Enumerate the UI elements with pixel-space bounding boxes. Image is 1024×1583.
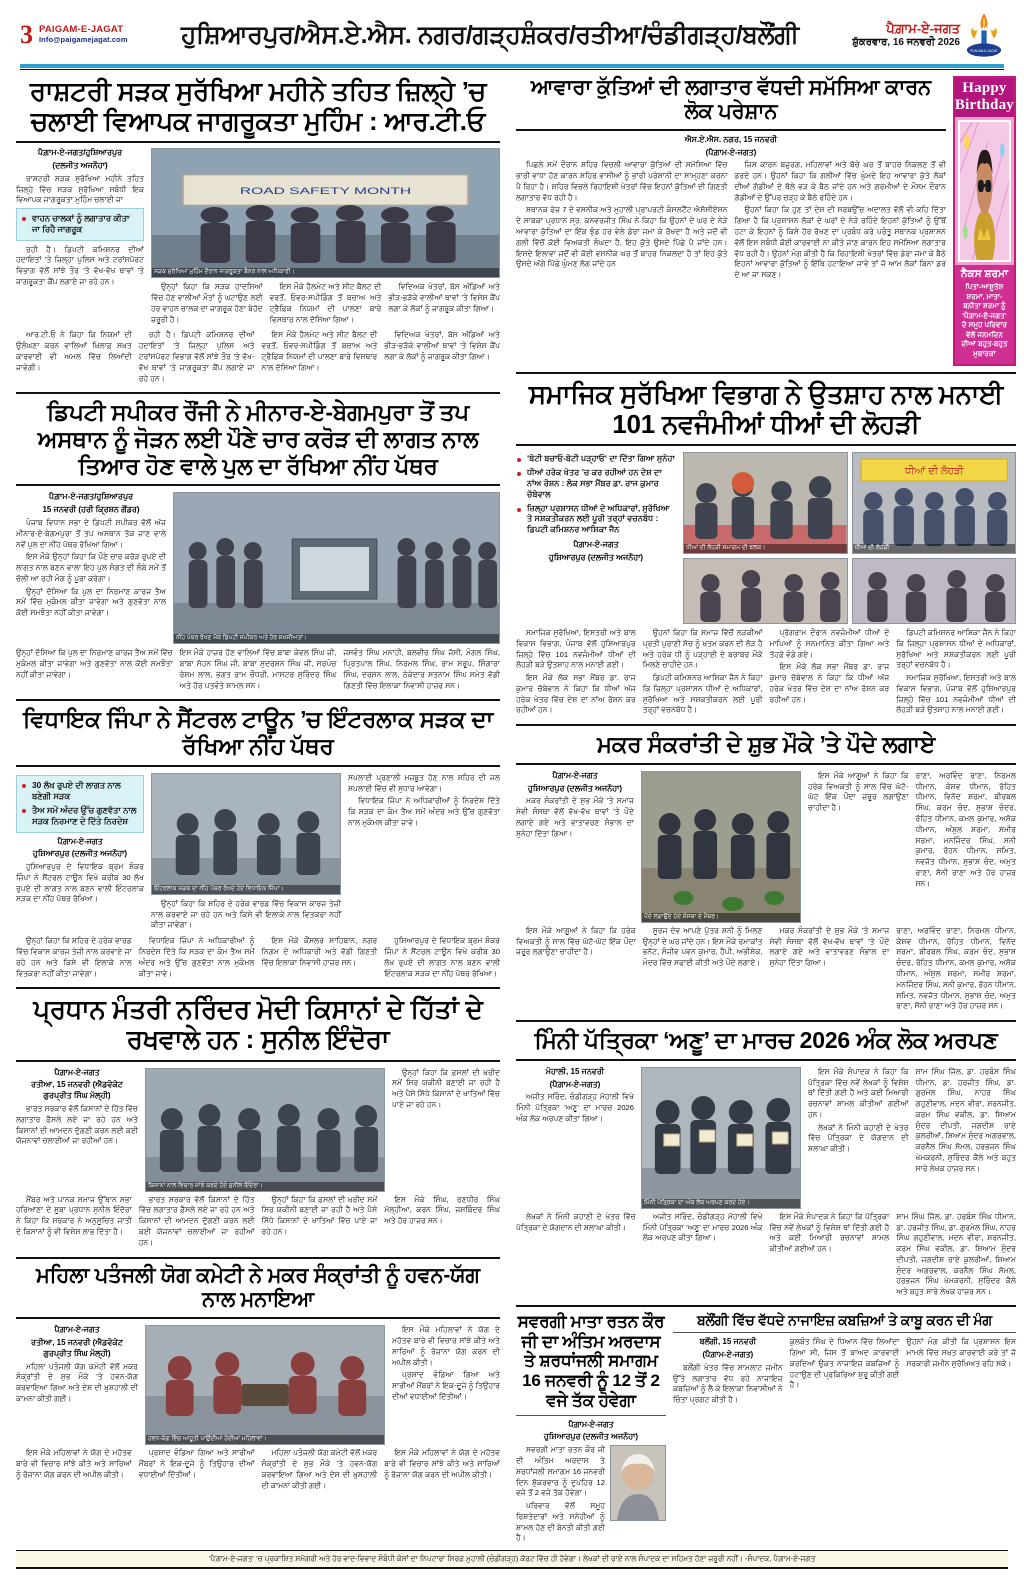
body-paragraph: ਇਸ ਮੌਕੇ ਮਹਿਲਾਵਾਂ ਨੇ ਯੋਗ ਦੇ ਮਹੱਤਵ ਬਾਰੇ ਵੀ ਵਿਚਾਰ ਸਾਂਝੇ ਕੀਤੇ ਅਤੇ ਸਾਰਿਆਂ ਨੂੰ ਰੋਜ਼ਾਨਾ ਯੋਗ ਕਰਨ ਦੀ ਅਪੀਲ ਕੀਤੀ।: [392, 1325, 500, 1367]
social-security-bullets-col: [516, 452, 676, 624]
body-paragraph: ਮਹਿਲਾ ਪਤੰਜਲੀ ਯੋਗ ਕਮੇਟੀ ਵੱਲੋਂ ਮਕਰ ਸੰਕ੍ਰਾਂਤੀ ਦੇ ਸ਼ੁਭ ਮੌਕੇ ’ਤੇ ਹਵਨ-ਯੱਗ ਕਰਵਾਇਆ ਗਿਆ ਅਤੇ ਦੇਸ਼ ਦੀ ਖ਼ੁਸ਼ਹਾਲੀ ਦੀ ਕਾਮਨਾ ਕੀਤੀ ਗਈ।: [261, 1448, 378, 1490]
masthead-left: [20, 22, 128, 48]
attendees-list: ਇਸ ਮੌਕੇ ਹਾਜ਼ਰ ਹੋਣ ਵਾਲਿਆਂ ਵਿੱਚ ਬਾਬਾ ਕੇਵਲ ਸਿੰਘ ਜੀ, ਬਾਬਾ ਸੋਹਨ ਸਿੰਘ ਜੀ, ਬਾਬਾ ਸੁਦਰਸ਼ਨ ਸਿੰਘ ਜੀ, ਸਰਪੰਚ ਰੇਸ਼ਮ ਲਾਲ, ਭਗਤ ਰਾਮ ਚੌਧਰੀ, ਮਾਸਟਰ ਸੁਰਿੰਦਰ ਸਿੰਘ ਅਤੇ ਹੋਰ ਪਤਵੰਤੇ ਸ਼ਾਮਲ ਸਨ।: [179, 648, 337, 690]
social-security-body-columns: [516, 628, 1016, 718]
headline-modi-farmers: ਪ੍ਰਧਾਨ ਮੰਤਰੀ ਨਰਿੰਦਰ ਮੋਦੀ ਕਿਸਾਨਾਂ ਦੇ ਹਿੱਤਾਂ ਦੇ ਰਖਵਾਲੇ ਹਨ : ਸੁਨੀਲ ਇੰਦੋਰਾ: [16, 987, 500, 1061]
body-paragraph: ਵਿਦਿਅਕ ਖੇਤਰਾਂ, ਬੱਸ ਅੱਡਿਆਂ ਅਤੇ ਭੀੜ-ਭੜੱਕੇ ਵਾਲੀਆਂ ਥਾਵਾਂ ’ਤੇ ਵਿਸ਼ੇਸ਼ ਕੈਂਪ ਲਗਾ ਕੇ ਲੋਕਾਂ ਨੂੰ ਜਾਗਰੂਕ ਕੀਤਾ ਗਿਆ।: [388, 282, 501, 313]
article-road-safety: [16, 76, 500, 386]
dateline: ਮੋਹਾਲੀ, 15 ਜਨਵਰੀ: [545, 1066, 605, 1076]
deputy-speaker-col-1: [16, 492, 166, 644]
dateline-sub: 15 ਜਨਵਰੀ (ਹਰੀ ਕ੍ਰਿਸ਼ਨ ਗੌਂਡਰ): [42, 505, 140, 515]
headline-balongi: ਬਲੌਂਗੀ ਵਿੱਚ ਵੱਧਦੇ ਨਾਜਾਇਜ਼ ਕਬਜ਼ਿਆਂ ਤੇ ਕਾਬੂ ਕਰਨ ਦੀ ਮੰਗ: [697, 1312, 992, 1329]
modi-farmers-columns: [16, 1068, 500, 1192]
highlight-bullets-road-safety: [16, 208, 144, 240]
birthday-message: ਪਿਤਾ-ਆਸ਼ੂਤੋਸ਼ ਸ਼ਰਮਾ, ਮਾਤਾ-ਬਨੀਤਾ ਸ਼ਰਮਾ ਨੂੰ ‘ਪੈਗ਼ਾਮ-ਏ-ਜਗਤ‘ ਦੇ ਸਮੂਹ ਪਰਿਵਾਰ ਵੱਲੋਂ ਜਨਮਦਿਨ ਦੀਆਂ ਬਹੁਤ-ਬਹੁਤ ਮੁਬਾਰਕਾਂ: [961, 282, 1008, 359]
body-paragraph: ਹੁਸ਼ਿਆਰਪੁਰ ਦੇ ਵਿਧਾਇਕ ਬ੍ਰਮ ਸ਼ੰਕਰ ਜਿੰਪਾ ਨੇ ਸੈਂਟਰਲ ਟਾਊਨ ਵਿਖੇ ਕਰੀਬ 30 ਲੱਖ ਰੁਪਏ ਦੀ ਲਾਗਤ ਨਾਲ ਬਣਨ ਵਾਲੀ ਇੰਟਰਲਾਕ ਸੜਕ ਦਾ ਨੀਂਹ ਪੱਥਰ ਰੱਖਿਆ।: [384, 936, 500, 978]
mini-mag-col-1: [516, 1067, 634, 1209]
masthead-title-block: [852, 21, 960, 50]
photo-caption: ਧੀਆਂ ਦੀ ਲੋਹੜੀ ਸਮਾਗਮ ਦੀ ਝਲਕ।: [684, 544, 847, 553]
makar-bottom-columns: [516, 926, 1016, 1014]
dateline: ਪੈਗ਼ਾਮ-ਏ-ਜਗਤ: [54, 1325, 100, 1335]
dateline-sub: ਹੁਸ਼ਿਆਰਪੁਰ (ਦਲਜੀਤ ਅਜਨੌਹਾ): [527, 783, 623, 793]
body-paragraph: ਭਾਰਤ ਸਰਕਾਰ ਵੱਲੋਂ ਕਿਸਾਨਾਂ ਦੇ ਹਿੱਤ ਵਿੱਚ ਲਗਾਤਾਰ ਫ਼ੈਸਲੇ ਲਏ ਜਾ ਰਹੇ ਹਨ ਅਤੇ ਕਿਸਾਨਾਂ ਦੀ ਆਮਦਨ ਦੁੱਗਣੀ ਕਰਨ ਲਈ ਕਈ ਯੋਜਨਾਵਾਂ ਚਲਾਈਆਂ ਜਾ ਰਹੀਆਂ ਹਨ।: [138, 1194, 255, 1247]
body-paragraph: ਉਹਨਾਂ ਮੰਗ ਕੀਤੀ ਕਿ ਪ੍ਰਸ਼ਾਸਨ ਇਸ ਮਾਮਲੇ ਵਿੱਚ ਸਖ਼ਤ ਕਾਰਵਾਈ ਕਰੇ ਤਾਂ ਜੋ ਸਰਕਾਰੀ ਜ਼ਮੀਨ ਸੁਰੱਖਿਅਤ ਰਹਿ ਸਕੇ।: [906, 1337, 1017, 1368]
social-security-top: [516, 452, 1016, 624]
body-paragraph: ਇਸ ਮੌਕੇ ਆਗੂਆਂ ਨੇ ਕਿਹਾ ਕਿ ਹਰੇਕ ਵਿਅਕਤੀ ਨੂੰ ਸਾਲ ਵਿੱਚ ਘੱਟੋ-ਘੱਟ ਇੱਕ ਪੌਦਾ ਜ਼ਰੂਰ ਲਗਾਉਣਾ ਚਾਹੀਦਾ ਹੈ।: [808, 770, 909, 813]
photo-illustration: [642, 1068, 800, 1208]
body-paragraph: ਇਸ ਮੌਕੇ ਉਨ੍ਹਾਂ ਕਿਹਾ ਕਿ ਪੌਣੇ ਚਾਰ ਕਰੋੜ ਰੁਪਏ ਦੀ ਲਾਗਤ ਨਾਲ ਬਣਨ ਵਾਲਾ ਇਹ ਪੁਲ ਸੰਗਤ ਦੀ ਲੰਬੇ ਸਮੇਂ ਤੋਂ ਚੱਲੀ ਆ ਰਹੀ ਮੰਗ ਨੂੰ ਪੂਰਾ ਕਰੇਗਾ।: [16, 552, 166, 583]
dateline-sub: ਹੁਸ਼ਿਆਰਪੁਰ (ਦਲਜੀਤ ਅਜਨੌਹਾ): [548, 553, 644, 563]
balongi-col-3: [906, 1337, 1016, 1408]
body-paragraph: ਉਨ੍ਹਾਂ ਕਿਹਾ ਕਿ ਸ਼ਹਿਰ ਦੇ ਹਰੇਕ ਵਾਰਡ ਵਿੱਚ ਵਿਕਾਸ ਕਾਰਜ ਤੇਜ਼ੀ ਨਾਲ ਕਰਵਾਏ ਜਾ ਰਹੇ ਹਨ ਅਤੇ ਕਿਸੇ ਵੀ ਇਲਾਕੇ ਨਾਲ ਵਿਤਕਰਾ ਨਹੀਂ ਕੀਤਾ ਜਾਵੇਗਾ।: [151, 898, 341, 930]
photo-illustration: [642, 772, 800, 922]
masthead-brand-block: [39, 25, 128, 45]
body-paragraph: ਸਮਾਜਿਕ ਸੁਰੱਖਿਆ, ਇਸਤਰੀ ਅਤੇ ਬਾਲ ਵਿਕਾਸ ਵਿਭਾਗ, ਪੰਜਾਬ ਵੱਲੋਂ ਹੁਸ਼ਿਆਰਪੁਰ ਜ਼ਿਲ੍ਹੇ ਵਿੱਚ 101 ਨਵਜੰਮੀਆਂ ਧੀਆਂ ਦੀ ਲੋਹੜੀ ਬੜੇ ਉਤਸ਼ਾਹ ਨਾਲ ਮਨਾਈ ਗਈ।: [896, 673, 1016, 715]
photo-mata-ratan-kaur: [610, 1445, 666, 1521]
body-paragraph: ਉਨ੍ਹਾਂ ਦੱਸਿਆ ਕਿ ਪੁਲ ਦਾ ਨਿਰਮਾਣ ਕਾਰਜ ਤੈਅ ਸਮੇਂ ਵਿੱਚ ਮੁਕੰਮਲ ਕੀਤਾ ਜਾਵੇਗਾ ਅਤੇ ਗੁਣਵੱਤਾ ਨਾਲ ਕੋਈ ਸਮਝੌਤਾ ਨਹੀਂ ਕੀਤਾ ਜਾਵੇਗਾ।: [16, 586, 166, 618]
mla-interlock-col-photo: [151, 773, 341, 933]
headline-social-security: ਸਮਾਜਿਕ ਸੁਰੱਖਿਆ ਵਿਭਾਗ ਨੇ ਉਤਸ਼ਾਹ ਨਾਲ ਮਨਾਈ 101 ਨਵਜੰਮੀਆਂ ਧੀਆਂ ਦੀ ਲੋਹੜੀ: [516, 372, 1016, 446]
body-paragraph: ਕੁਲਬੰਤ ਸਿੰਘ ਦੇ ਧਿਆਨ ਵਿੱਚ ਲਿਆਂਦਾ ਗਿਆ ਸੀ, ਜਿਸ ਤੋਂ ਬਾਅਦ ਕਾਰਵਾਈ ਕਰਦਿਆਂ ਉਕਤ ਨਾਜਾਇਜ਼ ਕਬਜ਼ਿਆਂ ਨੂੰ ਹਟਾਉਣ ਦੀ ਪ੍ਰਕਿਰਿਆ ਸ਼ੁਰੂ ਕੀਤੀ ਗਈ ਹੈ।: [789, 1337, 900, 1390]
lead-paragraph: ਰਾਸ਼ਟਰੀ ਸੜਕ ਸੁਰੱਖਿਆ ਮਹੀਨੇ ਤਹਿਤ ਜ਼ਿਲ੍ਹੇ ਵਿੱਚ ਸੜਕ ਸੁਰੱਖਿਆ ਸਬੰਧੀ ਇਕ ਵਿਆਪਕ ਜਾਗਰੂਕਤਾ ਮੁਹਿੰਮ ਚਲਾਈ ਜਾ: [16, 173, 144, 205]
road-safety-col-1: [16, 148, 144, 327]
dateline: ਪੈਗ਼ਾਮ-ਏ-ਜਗਤ/ਹੁਸ਼ਿਆਰਪੁਰ: [48, 492, 134, 502]
torch-logo-icon: [964, 12, 1004, 58]
article-social-security: [516, 372, 1016, 719]
body-paragraph: ਉਨ੍ਹਾਂ ਕਿਹਾ ਕਿ ਸੜਕ ਹਾਦਸਿਆਂ ਵਿੱਚ ਹੋਣ ਵਾਲੀਆਂ ਮੌਤਾਂ ਨੂੰ ਘਟਾਉਣ ਲਈ ਹਰ ਵਾਹਨ ਚਾਲਕ ਦਾ ਜਾਗਰੂਕ ਹੋਣਾ ਬੇਹੱਦ ਜ਼ਰੂਰੀ ਹੈ।: [151, 282, 263, 324]
photo-caption: ਹਵਨ-ਯੱਗ ਵਿੱਚ ਆਹੂਤੀ ਪਾਉਂਦੀਆਂ ਹੋਈਆਂ ਮਹਿਲਾਵਾਂ।: [146, 1435, 384, 1444]
dateline-sub: ਹੁਸ਼ਿਆਰਪੁਰ (ਦਲਜੀਤ ਅਜਨੌਹਾ): [32, 849, 128, 859]
photo-lohri-extra-2: [852, 558, 1017, 624]
body-paragraph: ਸਵਰਗੀ ਮਾਤਾ ਰਤਨ ਕੌਰ ਜੀ ਦੀ ਅੰਤਿਮ ਅਰਦਾਸ ਤੇ ਸ਼ਰਧਾਂਜਲੀ ਸਮਾਗਮ 16 ਜਨਵਰੀ ਦਿਨ ਸ਼ੁੱਕਰਵਾਰ ਨੂੰ ਦੁਪਹਿਰ 12 ਵਜੇ ਤੋਂ 2 ਵਜੇ ਤੱਕ ਹੋਵੇਗਾ।: [516, 1445, 605, 1498]
section-rule: [516, 1415, 666, 1416]
article-makar-sankranti: [516, 724, 1016, 1014]
bullet-item: ‘ਬੇਟੀ ਬਚਾਓ-ਬੇਟੀ ਪੜ੍ਹਾਓ‘ ਦਾ ਦਿੱਤਾ ਗਿਆ ਸੁਨੇਹਾ: [516, 454, 676, 465]
photo-makar-sankranti: [641, 771, 801, 923]
road-safety-col-photo: [151, 148, 500, 327]
dateline-sub: ਹੁਸ਼ਿਆਰਪੁਰ (ਦਲਜੀਤ ਅਜਨੌਹਾ): [543, 1432, 639, 1442]
article-mini-magazine: [516, 1020, 1016, 1300]
social-security-photos: [683, 452, 1016, 624]
body-paragraph: ਲੇਖਕਾਂ ਨੇ ਮਿੰਨੀ ਕਹਾਣੀ ਦੇ ਖੇਤਰ ਵਿੱਚ ਪੱਤ੍ਰਿਕਾ ਦੇ ਯੋਗਦਾਨ ਦੀ ਸ਼ਲਾਘਾ ਕੀਤੀ।: [516, 1211, 636, 1232]
body-paragraph: ਉਨ੍ਹਾਂ ਕਿਹਾ ਕਿ ਸ਼ਹਿਰ ਦੇ ਹਰੇਕ ਵਾਰਡ ਵਿੱਚ ਵਿਕਾਸ ਕਾਰਜ ਤੇਜ਼ੀ ਨਾਲ ਕਰਵਾਏ ਜਾ ਰਹੇ ਹਨ ਅਤੇ ਕਿਸੇ ਵੀ ਇਲਾਕੇ ਨਾਲ ਵਿਤਕਰਾ ਨਹੀਂ ਕੀਤਾ ਜਾਵੇਗਾ।: [16, 936, 132, 978]
makar-col-3: [808, 771, 909, 923]
photo-illustration: [684, 559, 847, 623]
birthday-name: ਨੈਕਸ ਸ਼ਰਮਾ: [960, 268, 1008, 280]
photo-lohri-extra-1: [683, 558, 848, 624]
masthead-right: [852, 12, 1004, 58]
body-paragraph: ਸੂਰਜ ਦੇਵ ਆਪਣੇ ਪੁੱਤਰ ਸ਼ਨੀ ਨੂੰ ਮਿਲਣ ਉਨ੍ਹਾਂ ਦੇ ਘਰ ਜਾਂਦੇ ਹਨ। ਇਸ ਮੌਕੇ ਰਮਾਕਾਂਤ ਭਨੋਟ, ਸੰਜੀਵ ਪਵਨ ਕੁਮਾਰ, ਹੈਪੀ, ਅਭੀਸ਼ੇਕ, ਮੰਦਰ ਵਿੱਚ ਸਫਾਈ ਕੀਤੀ ਅਤੇ ਪੌਦੇ ਲਗਾਏ।: [642, 925, 763, 968]
page-footer-disclaimer: ‘ਪੈਗ਼ਾਮ-ਏ-ਜਗਤ‘ ’ਚ ਪ੍ਰਕਾਸ਼ਿਤ ਸਮੱਗਰੀ ਅਤੇ ਹੋਰ ਵਾਦ-ਵਿਵਾਦ ਸੰਬੰਧੀ ਕੇਸਾਂ ਦਾ ਨਿਪਟਾਰਾ ਸਿਰਫ਼ ਮੁਹਾਲੀ (ਚੰਡੀਗੜ੍ਹ) ਕੋਰਟ ਵਿੱਚ ਹੀ ਹੋਵੇਗਾ। ਲੇਖਕਾਂ ਦੀ ਰਾਏ ਨਾਲ ਸੰਪਾਦਕ ਦਾ ਸਹਿਮਤ ਹੋਣਾ ਜ਼ਰੂਰੀ ਨਹੀਂ। -ਸੰਪਾਦਕ, ਪੈਗ਼ਾਮ-ਏ-ਜਗਤ: [16, 1550, 1008, 1569]
body-paragraph: ਇਸ ਮੌਕੇ ਲੋਕ ਸਭਾ ਮੈਂਬਰ ਡਾ. ਰਾਜ ਕੁਮਾਰ ਚੱਬੇਵਾਲ ਨੇ ਕਿਹਾ ਕਿ ਧੀਆਂ ਅੱਜ ਹਰੇਕ ਖੇਤਰ ਵਿੱਚ ਦੇਸ਼ ਦਾ ਨਾਂਅ ਰੋਸ਼ਨ ਕਰ ਰਹੀਆਂ ਹਨ।: [516, 673, 636, 715]
road-safety-bottom-columns: [16, 330, 500, 386]
masthead-rule-thin: [20, 69, 1004, 70]
bullet-item: ਜ਼ਿਲ੍ਹਾ ਪ੍ਰਸ਼ਾਸਨ ਧੀਆਂ ਦੇ ਅਧਿਕਾਰਾਂ, ਸੁਰੱਖਿਆ ਤੇ ਸਸ਼ਕਤੀਕਰਨ ਲਈ ਪੂਰੀ ਤਰ੍ਹਾਂ ਵਚਨਬੱਧ : ਡਿਪਟੀ ਕਮਿਸ਼ਨਰ ਆਸ਼ਿਕਾ ਜੈਨ: [516, 504, 676, 537]
body-paragraph: ਇਸ ਮੌਕੇ ਲੋਕ ਸਭਾ ਮੈਂਬਰ ਡਾ. ਰਾਜ ਕੁਮਾਰ ਚੱਬੇਵਾਲ ਨੇ ਕਿਹਾ ਕਿ ਧੀਆਂ ਅੱਜ ਹਰੇਕ ਖੇਤਰ ਵਿੱਚ ਦੇਸ਼ ਦਾ ਨਾਂਅ ਰੋਸ਼ਨ ਕਰ ਰਹੀਆਂ ਹਨ।: [769, 662, 890, 704]
body-paragraph: ਉਨ੍ਹਾਂ ਕਿਹਾ ਕਿ ਫ਼ਸਲਾਂ ਦੀ ਖ਼ਰੀਦ ਸਮੇਂ ਸਿਰ ਯਕੀਨੀ ਬਣਾਈ ਜਾ ਰਹੀ ਹੈ ਅਤੇ ਪੈਸੇ ਸਿੱਧੇ ਕਿਸਾਨਾਂ ਦੇ ਖਾਤਿਆਂ ਵਿੱਚ ਪਾਏ ਜਾ ਰਹੇ ਹਨ।: [261, 1194, 378, 1236]
photo-illustration: [684, 453, 847, 553]
svg-text:PUNJAB-E-JAGAT: PUNJAB-E-JAGAT: [970, 49, 998, 54]
body-paragraph: ਇਸ ਮੌਕੇ ਸੰਪਾਦਕ ਨੇ ਕਿਹਾ ਕਿ ਪੱਤ੍ਰਿਕਾ ਵਿੱਚ ਨਵੇਂ ਲੇਖਕਾਂ ਨੂੰ ਵਿਸ਼ੇਸ਼ ਥਾਂ ਦਿੱਤੀ ਗਈ ਹੈ ਅਤੇ ਕਈ ਮਿਆਰੀ ਰਚਨਾਵਾਂ ਸ਼ਾਮਲ ਕੀਤੀਆਂ ਗਈਆਂ ਹਨ।: [808, 1066, 909, 1119]
mla-interlock-bottom-columns: [16, 936, 500, 981]
body-paragraph: ਅਜੀਤ ਸਰਿੰਦ, ਚੰਡੀਗੜ੍ਹ ਮੋਹਾਲੀ ਵਿਖੇ ਮਿੰਨੀ ਪੱਤ੍ਰਿਕਾ ‘ਅਣੂ’ ਦਾ ਮਾਰਚ 2026 ਅੰਕ ਲੋਕ ਅਰਪਣ ਕੀਤਾ ਗਿਆ।: [642, 1211, 763, 1243]
mini-mag-col-photo: [641, 1067, 801, 1209]
mini-mag-bottom-columns: [516, 1212, 1016, 1300]
photo-caption: ਪੌਦੇ ਲਗਾਉਂਦੇ ਹੋਏ ਸੰਸਥਾ ਦੇ ਮੈਂਬਰ।: [642, 913, 800, 922]
article-modi-farmers: [16, 987, 500, 1250]
photo-lohri-ceremony: [683, 452, 848, 554]
stray-dogs-columns: [516, 160, 946, 283]
names-list: ਰਾਣਾ, ਅਰਵਿੰਦ ਰਾਣਾ, ਨਿਰਮਲ ਧੀਮਾਨ, ਕੇਸ਼ਵ ਧੀਮਾਨ, ਰੋਹਿਤ ਧੀਮਾਨ, ਵਿਨੋਦ ਸ਼ਰਮਾ, ਬੀਰਬਲ ਸਿੰਘ, ਕਰਮ ਚੰਦ, ਸੁਭਾਸ਼ ਚੰਦਰ, ਰੋਹਿਤ ਧੀਮਾਨ, ਕਮਲ ਕੁਮਾਰ, ਅਸ਼ੋਕ ਧੀਮਾਨ, ਅੰਸ਼ੁਲ ਸ਼ਰਮਾ, ਸਮੀਰ ਸ਼ਰਮਾ, ਮਨਜਿੰਦਰ ਸਿੰਘ, ਸਨੀ ਕੁਮਾਰ, ਰੋਹਨ ਧੀਮਾਨ, ਸਮਿਤ, ਨਵਜੋਤ ਧੀਮਾਨ, ਸੁਭਾਸ਼ ਚੰਦ, ਅਮੁਤ ਰਾਣਾ, ਸੋਨੀ ਰਾਣਾ ਅਤੇ ਹੋਰ ਹਾਜ਼ਰ ਸਨ।: [915, 770, 1016, 888]
masthead-rule-blue: [20, 64, 1004, 68]
article-mata-ratan-kaur: [516, 1312, 666, 1546]
modi-farmers-col-photo: [145, 1068, 385, 1192]
body-paragraph: ਸਥਾਨਕ ਫੇਜ਼ 7 ਦੇ ਵਸਨੀਕ ਅਤੇ ਮੁਹਾਲੀ ਪ੍ਰਾਪਰਟੀ ਕੰਸਲਟੈਂਟ ਐਸੋਸੀਏਸ਼ਨ ਦੇ ਸਾਬਕਾ ਪ੍ਰਧਾਨ ਸ੍ਰ. ਕਨਵਰਜੀਤ ਸਿੰਘ ਨੇ ਕਿਹਾ ਕਿ ਉਹਨਾਂ ਦੇ ਘਰ ਦੇ ਨੇੜੇ ਆਵਾਰਾ ਕੁੱਤਿਆਂ ਦਾ ਇੱਕ ਝੁੰਡ ਹਰ ਵੇਲੇ ਡੇਰਾ ਜਮਾ ਕੇ ਰੱਖਦਾ ਹੈ ਅਤੇ ਜਦੋਂ ਵੀ ਗਲੀ ਵਿੱਚੋਂ ਕੋਈ ਵਿਅਕਤੀ ਲੰਘਦਾ ਹੈ, ਇਹ ਕੁੱਤੇ ਉਸਦੇ ਪਿੱਛੇ ਪੈ ਜਾਂਦੇ ਹਨ। ਇਸਦੇ ਇਲਾਵਾ ਜਦੋਂ ਵੀ ਕੋਈ ਵਸਨੀਕ ਘਰ ਤੋਂ ਬਾਹਰ ਨਿਕਲਦਾ ਹੈ ਤਾਂ ਇਹ ਕੁੱਤੇ ਉਸਦੇ ਅੱਗੇ ਪਿੱਛੇ ਘੁੰਮਣ ਲੱਗ ਜਾਂਦੇ ਹਨ: [516, 205, 728, 269]
patanjali-col-photo: [145, 1325, 385, 1445]
body-paragraph: ਸਮਾਜਿਕ ਸੁਰੱਖਿਆ, ਇਸਤਰੀ ਅਤੇ ਬਾਲ ਵਿਕਾਸ ਵਿਭਾਗ, ਪੰਜਾਬ ਵੱਲੋਂ ਹੁਸ਼ਿਆਰਪੁਰ ਜ਼ਿਲ੍ਹੇ ਵਿੱਚ 101 ਨਵਜੰਮੀਆਂ ਧੀਆਂ ਦੀ ਲੋਹੜੀ ਬੜੇ ਉਤਸ਼ਾਹ ਨਾਲ ਮਨਾਈ ਗਈ।: [516, 627, 636, 670]
names-list: ਸ਼ਾਮ ਸਿੰਘ ਜਿੱਲ, ਡਾ. ਹਰਬੰਸ ਸਿੰਘ ਧੀਮਾਨ, ਡਾ. ਹਰਜੀਤ ਸਿੰਘ, ਡਾ. ਗੁਰਮੇਲ ਸਿੰਘ, ਨਾਹਰ ਸਿੰਘ ਗਹੁਣੀਵਾਲ, ਮਦਨ ਵੀਰਾ, ਸ਼ਰਨਜੀਤ, ਕਰਮ ਸਿੰਘ ਵਕੀਲ, ਡਾ. ਸ਼ਿਆਮ ਸੁੰਦਰ ਦੀਪਤੀ, ਜਗਦੀਸ਼ ਰਾਏ ਕੁਲਰੀਆਂ, ਸ਼ਿਆਮ ਸੁੰਦਰ ਅਗਰਵਾਲ, ਕਰਨੈਲ ਸਿੰਘ ਸੋਮਲ, ਹਰਭਜਨ ਸਿੰਘ ਖੇਮਕਰਨੀ, ਸੁਰਿੰਦਰ ਕੈਲੇ ਅਤੇ ਬਹੁਤ ਸਾਰੇ ਲੇਖਕ ਹਾਜ਼ਰ ਸਨ।: [896, 1211, 1016, 1297]
body-paragraph: ਡਿਪਟੀ ਕਮਿਸ਼ਨਰ ਆਸ਼ਿਕਾ ਜੈਨ ਨੇ ਕਿਹਾ ਕਿ ਜ਼ਿਲ੍ਹਾ ਪ੍ਰਸ਼ਾਸਨ ਧੀਆਂ ਦੇ ਅਧਿਕਾਰਾਂ, ਸੁਰੱਖਿਆ ਅਤੇ ਸਸ਼ਕਤੀਕਰਨ ਲਈ ਪੂਰੀ ਤਰ੍ਹਾਂ ਵਚਨਬੱਧ ਹੈ।: [896, 627, 1016, 670]
contact-email: Info@paigamejagat.com: [39, 35, 128, 45]
body-paragraph: ਉਹਨਾਂ ਕਿਹਾ ਕਿ ਹੁਣ ਤਾਂ ਦੇਸ਼ ਦੀ ਸਰਬਉੱਚ ਅਦਾਲਤ ਵੱਲੋਂ ਵੀ ਕਹਿ ਦਿੱਤਾ ਗਿਆ ਹੈ ਕਿ ਪ੍ਰਸ਼ਾਸਨ ਲੋਕਾਂ ਦੇ ਘਰਾਂ ਦੇ ਨੇੜੇ ਰਹਿੰਦੇ ਇਹਨਾਂ ਕੁੱਤਿਆਂ ਨੂੰ ਉੱਥੋਂ ਹਟਾ ਕੇ ਇਹਨਾਂ ਨੂੰ ਕਿਸੇ ਹੋਰ ਰੱਖਣ ਦਾ ਪ੍ਰਬੰਧ ਕਰੇ ਪਰੰਤੂ ਸਥਾਨਕ ਪ੍ਰਸ਼ਾਸਨ ਵੱਲੋਂ ਇਸ ਸਬੰਧੀ ਕੋਈ ਕਾਰਵਾਈ ਨਾ ਕੀਤੇ ਜਾਣ ਕਾਰਨ ਇਹ ਸਮੱਸਿਆ ਲਗਾਤਾਰ ਵੱਧ ਰਹੀ ਹੈ। ਉਹਨਾਂ ਮੰਗ ਕੀਤੀ ਹੈ ਕਿ ਰਿਹਾਇਸ਼ੀ ਖੇਤਰਾਂ ਵਿੱਚ ਡੇਰਾ ਜਮਾ ਕੇ ਬੈਠੇ ਇਹਨਾਂ ਆਵਾਰਾ ਕੁੱਤਿਆਂ ਨੂੰ ਇੱਥਿ ਹਟਾਇਆ ਜਾਵੇ ਤਾਂ ਜੋ ਆਮ ਲੋਕਾਂ ਬਿਨਾ ਡਰ ਦੇ ਆ ਜਾ ਸਕਣ।: [734, 205, 946, 280]
photo-illustration: [174, 493, 499, 643]
photo-caption: ਨੀਂਹ ਪੱਥਰ ਰੱਖਣ ਮੌਕੇ ਡਿਪਟੀ ਸਪੀਕਰ ਅਤੇ ਹੋਰ ਸ਼ਖ਼ਸੀਅਤਾਂ।: [174, 634, 499, 643]
mini-mag-col-3: [808, 1067, 909, 1209]
headline-makar-sankranti: ਮਕਰ ਸੰਕਰਾਂਤੀ ਦੇ ਸ਼ੁਭ ਮੌਕੇ ’ਤੇ ਪੌਦੇ ਲਗਾਏ: [516, 724, 1016, 765]
modi-farmers-bottom-columns: [16, 1195, 500, 1251]
deputy-speaker-bottom-columns: [16, 648, 500, 693]
body-paragraph: ਪ੍ਰਸ਼ਾਦ ਵੰਡਿਆ ਗਿਆ ਅਤੇ ਸਾਰੀਆਂ ਮੈਂਬਰਾਂ ਨੇ ਇਕ-ਦੂਜੇ ਨੂੰ ਤਿਉਹਾਰ ਦੀਆਂ ਵਧਾਈਆਂ ਦਿੱਤੀਆਂ।: [392, 1370, 500, 1401]
mini-magazine-columns: [516, 1067, 1016, 1209]
photo-deputy-speaker: [173, 492, 500, 644]
balongi-columns: [673, 1337, 1016, 1408]
dateline: ਪੈਗ਼ਾਮ-ਏ-ਜਗਤ/ਹੁਸ਼ਿਆਰਪੁਰ: [37, 148, 123, 158]
section-rule: [516, 1305, 1016, 1307]
left-column-group: [16, 76, 500, 1493]
dateline-sub: (ਦਲਜੀਤ ਅਜਨੌਹਾ): [52, 161, 108, 171]
body-paragraph: ਪਿਛਲੇ ਸਮੇਂ ਦੌਰਾਨ ਸ਼ਹਿਰ ਵਿਚਲੀ ਆਵਾਰਾ ਕੁੱਤਿਆਂ ਦੀ ਸਮੱਸਿਆ ਵਿੱਚ ਭਾਰੀ ਵਾਧਾ ਹੋਣ ਕਾਰਨ ਸ਼ਹਿਰ ਵਾਸੀਆਂ ਨੂੰ ਭਾਰੀ ਪਰੇਸ਼ਾਨੀ ਦਾ ਸਾਮ੍ਹਣਾ ਕਰਨਾ ਪੈ ਰਿਹਾ ਹੈ। ਸ਼ਹਿਰ ਵਿਚਲੇ ਰਿਹਾਇਸ਼ੀ ਖੇਤਰਾਂ ਵਿੱਚ ਇਹਨਾਂ ਕੁੱਤਿਆਂ ਦੀ ਗਿਣਤੀ ਲਗਾਤਾਰ ਵੱਧ ਰਹੀ ਹੈ।: [516, 160, 728, 202]
headline-stray-dogs: ਆਵਾਰਾ ਕੁੱਤਿਆਂ ਦੀ ਲਗਾਤਾਰ ਵੱਧਦੀ ਸਮੱਸਿਆ ਕਾਰਨ ਲੋਕ ਪਰੇਸ਼ਾਨ: [516, 76, 946, 131]
headline-mini-magazine: ਮਿੰਨੀ ਪੱਤ੍ਰਿਕਾ ‘ਅਣੂ’ ਦਾ ਮਾਰਚ 2026 ਅੰਕ ਲੋਕ ਅਰਪਣ: [516, 1020, 1016, 1061]
svg-text:ROAD SAFETY MONTH: ROAD SAFETY MONTH: [239, 185, 412, 197]
highlight-bullets-social-security: [516, 454, 676, 536]
highlight-bullets-mla: [16, 775, 144, 833]
publication-date: ਸ਼ੁੱਕਰਵਾਰ, 16 ਜਨਵਰੀ 2026: [852, 36, 960, 48]
body-paragraph: ਉਨ੍ਹਾਂ ਕਿਹਾ ਕਿ ਫ਼ਸਲਾਂ ਦੀ ਖ਼ਰੀਦ ਸਮੇਂ ਸਿਰ ਯਕੀਨੀ ਬਣਾਈ ਜਾ ਰਹੀ ਹੈ ਅਤੇ ਪੈਸੇ ਸਿੱਧੇ ਕਿਸਾਨਾਂ ਦੇ ਖਾਤਿਆਂ ਵਿੱਚ ਪਾਏ ਜਾ ਰਹੇ ਹਨ।: [392, 1067, 500, 1109]
makar-col-4: [916, 771, 1017, 923]
body-paragraph: ਉਨ੍ਹਾਂ ਦੱਸਿਆ ਕਿ ਪੁਲ ਦਾ ਨਿਰਮਾਣ ਕਾਰਜ ਤੈਅ ਸਮੇਂ ਵਿੱਚ ਮੁਕੰਮਲ ਕੀਤਾ ਜਾਵੇਗਾ ਅਤੇ ਗੁਣਵੱਤਾ ਨਾਲ ਕੋਈ ਸਮਝੌਤਾ ਨਹੀਂ ਕੀਤਾ ਜਾਵੇਗਾ।: [16, 648, 173, 679]
brand-label: PAIGAM-E-JAGAT: [39, 24, 124, 36]
birthday-photo: [958, 120, 1011, 262]
balongi-col-1: [673, 1337, 783, 1408]
article-balongi-encroach: [673, 1312, 1016, 1546]
body-paragraph: ਮਕਰ ਸੰਕਰਾਂਤੀ ਦੇ ਸ਼ੁਭ ਮੌਕੇ ’ਤੇ ਸਮਾਜ ਸੇਵੀ ਸੰਸਥਾ ਵੱਲੋਂ ਵੱਖ-ਵੱਖ ਥਾਵਾਂ ’ਤੇ ਪੌਦੇ ਲਗਾਏ ਗਏ ਅਤੇ ਵਾਤਾਵਰਣ ਸੰਭਾਲ ਦਾ ਸੁਨੇਹਾ ਦਿੱਤਾ ਗਿਆ।: [516, 796, 634, 838]
stray-dogs-and-birthday: [516, 76, 1016, 366]
dateline-sub: (ਪੈਗ਼ਾਮ-ਏ-ਜਗਤ): [702, 1350, 754, 1360]
dateline-sub: (ਪੈਗ਼ਾਮ-ਏ-ਜਗਤ): [705, 147, 757, 157]
mla-interlock-columns: [16, 773, 500, 933]
photo-illustration: [853, 559, 1016, 623]
body-paragraph: ਮਕਰ ਸੰਕਰਾਂਤੀ ਦੇ ਸ਼ੁਭ ਮੌਕੇ ’ਤੇ ਸਮਾਜ ਸੇਵੀ ਸੰਸਥਾ ਵੱਲੋਂ ਵੱਖ-ਵੱਖ ਥਾਵਾਂ ’ਤੇ ਪੌਦੇ ਲਗਾਏ ਗਏ ਅਤੇ ਵਾਤਾਵਰਣ ਸੰਭਾਲ ਦਾ ਸੁਨੇਹਾ ਦਿੱਤਾ ਗਿਆ।: [769, 925, 890, 968]
dateline: ਪੈਗ਼ਾਮ-ਏ-ਜਗਤ: [57, 836, 103, 846]
headline-mla-interlock: ਵਿਧਾਇਕ ਜਿੰਪਾ ਨੇ ਸੈਂਟਰਲ ਟਾਊਨ ’ਚ ਇੰਟਰਲਾਕ ਸੜਕ ਦਾ ਰੱਖਿਆ ਨੀਂਹ ਪੱਥਰ: [16, 699, 500, 766]
body-paragraph: ਇਸ ਮੌਕੇ ਆਗੂਆਂ ਨੇ ਕਿਹਾ ਕਿ ਹਰੇਕ ਵਿਅਕਤੀ ਨੂੰ ਸਾਲ ਵਿੱਚ ਘੱਟੋ-ਘੱਟ ਇੱਕ ਪੌਦਾ ਜ਼ਰੂਰ ਲਗਾਉਣਾ ਚਾਹੀਦਾ ਹੈ।: [516, 925, 636, 957]
body-paragraph: ਲੇਖਕਾਂ ਨੇ ਮਿੰਨੀ ਕਹਾਣੀ ਦੇ ਖੇਤਰ ਵਿੱਚ ਪੱਤ੍ਰਿਕਾ ਦੇ ਯੋਗਦਾਨ ਦੀ ਸ਼ਲਾਘਾ ਕੀਤੀ।: [808, 1122, 909, 1154]
headline-deputy-speaker: ਡਿਪਟੀ ਸਪੀਕਰ ਰੌਂਜੀ ਨੇ ਮੀਨਾਰ-ਏ-ਬੇਗਮਪੁਰਾ ਤੋਂ ਤਪ ਅਸਥਾਨ ਨੂੰ ਜੋੜਨ ਲਈ ਪੌਣੇ ਚਾਰ ਕਰੋੜ ਦੀ ਲਾਗਤ ਨਾਲ ਤਿਆਰ ਹੋਣ ਵਾਲੇ ਪੁਲ ਦਾ ਰੱਖਿਆ ਨੀਂਹ ਪੱਥਰ: [16, 392, 500, 486]
body-paragraph: ਇਸ ਮੌਕੇ ਹੈਲਮੇਟ ਅਤੇ ਸੀਟ ਬੈਲਟ ਦੀ ਵਰਤੋਂ, ਓਵਰ-ਸਪੀਡਿੰਗ ਤੋਂ ਬਚਾਅ ਅਤੇ ਟ੍ਰੈਫਿਕ ਨਿਯਮਾਂ ਦੀ ਪਾਲਣਾ ਬਾਰੇ ਵਿਸਥਾਰ ਨਾਲ ਦੱਸਿਆ ਗਿਆ।: [269, 282, 382, 324]
portrait-illustration: [611, 1446, 665, 1520]
dateline-sub: ਰਤੀਆ, 15 ਜਨਵਰੀ (ਐਡਵੋਕੇਟ ਗੁਰਪ੍ਰੀਤ ਸਿੰਘ ਮੱਲ੍ਹੀ): [31, 1338, 123, 1358]
birthday-header: Happy Birthday: [955, 78, 1014, 117]
mla-interlock-col-1: [16, 773, 144, 933]
body-paragraph: ਇਸ ਮੌਕੇ ਮਹਿਲਾਵਾਂ ਨੇ ਯੋਗ ਦੇ ਮਹੱਤਵ ਬਾਰੇ ਵੀ ਵਿਚਾਰ ਸਾਂਝੇ ਕੀਤੇ ਅਤੇ ਸਾਰਿਆਂ ਨੂੰ ਰੋਜ਼ਾਨਾ ਯੋਗ ਕਰਨ ਦੀ ਅਪੀਲ ਕੀਤੀ।: [384, 1448, 500, 1479]
patanjali-bottom-columns: [16, 1448, 500, 1493]
balongi-col-2: [790, 1337, 900, 1408]
page-columns: [16, 76, 1017, 1546]
body-paragraph: ਭਾਰਤ ਸਰਕਾਰ ਵੱਲੋਂ ਕਿਸਾਨਾਂ ਦੇ ਹਿੱਤ ਵਿੱਚ ਲਗਾਤਾਰ ਫ਼ੈਸਲੇ ਲਏ ਜਾ ਰਹੇ ਹਨ ਅਤੇ ਕਿਸਾਨਾਂ ਦੀ ਆਮਦਨ ਦੁੱਗਣੀ ਕਰਨ ਲਈ ਕਈ ਯੋਜਨਾਵਾਂ ਚਲਾਈਆਂ ਜਾ ਰਹੀਆਂ ਹਨ।: [16, 1104, 138, 1146]
attendees-list: ਜਸਵੰਤ ਸਿੰਘ ਮਨਾਹੀ, ਬਲਵੀਰ ਸਿੰਘ ਜੱਸੀ, ਮੰਗਲ ਸਿੰਘ, ਪ੍ਰਿਤਪਾਲ ਸਿੰਘ, ਨਿਰਮਲ ਸਿੰਘ, ਰਾਮ ਸਰੂਪ, ਸ਼ਿੰਗਾਰਾ ਸਿੰਘ, ਦਰਸ਼ਨ ਲਾਲ, ਠੇਕੇਦਾਰ ਸਤਨਾਮ ਸਿੰਘ ਸਮੇਤ ਵੱਡੀ ਗਿਣਤੀ ਵਿੱਚ ਇਲਾਕਾ ਨਿਵਾਸੀ ਹਾਜ਼ਰ ਸਨ।: [343, 648, 501, 690]
section-rule: [673, 1332, 1016, 1333]
body-paragraph: ਵਿਧਾਇਕ ਜਿੰਪਾ ਨੇ ਅਧਿਕਾਰੀਆਂ ਨੂੰ ਨਿਰਦੇਸ਼ ਦਿੱਤੇ ਕਿ ਸੜਕ ਦਾ ਕੰਮ ਤੈਅ ਸਮੇਂ ਅੰਦਰ ਅਤੇ ਉੱਚ ਗੁਣਵੱਤਾ ਨਾਲ ਮੁਕੰਮਲ ਕੀਤਾ ਜਾਵੇ।: [138, 936, 255, 978]
photo-caption: ਸੜਕ ਸੁਰੱਖਿਆ ਮੁਹਿੰਮ ਦੌਰਾਨ ਜਾਗਰੂਕਤਾ ਬੈਨਰ ਨਾਲ ਅਧਿਕਾਰੀ।: [152, 268, 499, 277]
headline-mata-ratan-kaur: ਸਵਰਗੀ ਮਾਤਾ ਰਤਨ ਕੌਰ ਜੀ ਦਾ ਅੰਤਿਮ ਅਰਦਾਸ ਤੇ ਸ਼ਰਧਾਂਜਲੀ ਸਮਾਗਮ 16 ਜਨਵਰੀ ਨੂੰ 12 ਤੋਂ 2 ਵਜੇ ਤੱਕ ਹੋਵੇਗਾ: [517, 1312, 665, 1410]
svg-text:ਧੀਆਂ ਦੀ ਲੋਹੜੀ: ਧੀਆਂ ਦੀ ਲੋਹੜੀ: [904, 465, 964, 477]
body-paragraph: ਜਿਸ ਕਾਰਨ ਬਜ਼ੁਰਗ, ਮਹਿਲਾਵਾਂ ਅਤੇ ਬੱਚੇ ਘਰ ਤੋਂ ਬਾਹਰ ਨਿਕਲਣ ਤੋਂ ਵੀ ਡਰਦੇ ਹਨ। ਉਹਨਾਂ ਕਿਹਾ ਕਿ ਗਲੀਆਂ ਵਿੱਚ ਘੁੰਮਦੇ ਇਹ ਆਵਾਰਾ ਕੁੱਤੇ ਲੋਕਾਂ ਦੀਆਂ ਗੱਡੀਆਂ ਦੇ ਥੱਲੇ ਵੜ ਕੇ ਬੈਠ ਜਾਂਦੇ ਹਨ ਅਤੇ ਗਰਮੀਆਂ ਦੇ ਮੌਸਮ ਦੌਰਾਨ ਗੱਡੀਆਂ ਦੇ ਉੱਪਰ ਚੜ੍ਹ ਕੇ ਬੈਠੇ ਰਹਿੰਦੇ ਹਨ।: [734, 160, 946, 202]
body-paragraph: ਰਹੀ ਹੈ। ਡਿਪਟੀ ਕਮਿਸ਼ਨਰ ਦੀਆਂ ਹਦਾਇਤਾਂ ’ਤੇ ਜ਼ਿਲ੍ਹਾ ਪੁਲਿਸ ਅਤੇ ਟਰਾਂਸਪੋਰਟ ਵਿਭਾਗ ਵੱਲੋਂ ਸਾਂਝੇ ਤੌਰ ’ਤੇ ਵੱਖ-ਵੱਖ ਥਾਵਾਂ ’ਤੇ ਜਾਗਰੂਕਤਾ ਕੈਂਪ ਲਗਾਏ ਜਾ ਰਹੇ ਹਨ।: [16, 244, 144, 286]
photo-patanjali-yoga: [145, 1325, 385, 1445]
body-paragraph: ਇਸ ਮੌਕੇ ਕੌਂਸਲਰ ਸਾਹਿਬਾਨ, ਨਗਰ ਨਿਗਮ ਦੇ ਅਧਿਕਾਰੀ ਅਤੇ ਵੱਡੀ ਗਿਣਤੀ ਵਿੱਚ ਇਲਾਕਾ ਨਿਵਾਸੀ ਹਾਜ਼ਰ ਸਨ।: [261, 936, 378, 967]
photo-modi-farmers: [145, 1068, 385, 1192]
birthday-footer: [955, 265, 1014, 364]
photo-row-1: [683, 452, 1016, 554]
makar-col-photo: [641, 771, 801, 923]
modi-farmers-col-3: [392, 1068, 500, 1192]
photo-illustration: [853, 453, 1016, 553]
body-paragraph: ਪਰਿਵਾਰ ਵੱਲੋਂ ਸਮੂਹ ਰਿਸ਼ਤੇਦਾਰਾਂ ਅਤੇ ਸਨੇਹੀਆਂ ਨੂੰ ਸ਼ਾਮਲ ਹੋਣ ਦੀ ਬੇਨਤੀ ਕੀਤੀ ਗਈ ਹੈ।: [516, 1501, 605, 1543]
bullet-item: ਵਾਹਨ ਚਾਲਕਾਂ ਨੂੰ ਲਗਾਤਾਰ ਕੀਤਾ ਜਾ ਰਿਹੈ ਜਾਗਰੂਕ: [21, 213, 138, 235]
mla-interlock-col-3: [348, 773, 500, 933]
dateline-sub: (ਪੈਗ਼ਾਮ-ਏ-ਜਗਤ): [549, 1079, 601, 1089]
photo-illustration: [152, 774, 340, 894]
bullet-item: 30 ਲੱਖ ਰੁਪਏ ਦੀ ਲਾਗਤ ਨਾਲ ਬਣੇਗੀ ਸੜਕ: [21, 780, 138, 802]
headline-road-safety: ਰਾਸ਼ਟਰੀ ਸੜਕ ਸੁਰੱਖਿਆ ਮਹੀਨੇ ਤਹਿਤ ਜ਼ਿਲ੍ਹੇ ’ਚ ਚਲਾਈ ਵਿਆਪਕ ਜਾਗਰੂਕਤਾ ਮੁਹਿੰਮ : ਆਰ.ਟੀ.ਓ: [16, 76, 500, 143]
body-paragraph: ਉਹਨਾਂ ਕਿਹਾ ਕਿ ਸਮਾਜ ਵਿੱਚੋਂ ਲੜਕੀਆਂ ਪ੍ਰਤੀ ਪੁਰਾਣੀ ਸੋਚ ਨੂੰ ਖ਼ਤਮ ਕਰਨ ਦੀ ਲੋੜ ਹੈ ਅਤੇ ਹਰੇਕ ਧੀ ਨੂੰ ਪੜ੍ਹਾਈ ਦੇ ਬਰਾਬਰ ਮੌਕੇ ਮਿਲਣੇ ਚਾਹੀਦੇ ਹਨ।: [642, 627, 763, 670]
road-safety-columns: [16, 148, 500, 327]
body-paragraph: ਆਰ.ਟੀ.ਓ ਨੇ ਕਿਹਾ ਕਿ ਨਿਯਮਾਂ ਦੀ ਉਲੰਘਣਾ ਕਰਨ ਵਾਲਿਆਂ ਖ਼ਿਲਾਫ਼ ਸਖ਼ਤ ਕਾਰਵਾਈ ਵੀ ਅਮਲ ਵਿੱਚ ਲਿਆਂਦੀ ਜਾਵੇਗੀ।: [16, 330, 132, 372]
patanjali-col-3: [392, 1325, 500, 1445]
body-paragraph: ਪ੍ਰੋਗਰਾਮ ਦੌਰਾਨ ਨਵਜੰਮੀਆਂ ਧੀਆਂ ਦੇ ਮਾਪਿਆਂ ਨੂੰ ਸਨਮਾਨਿਤ ਕੀਤਾ ਗਿਆ ਅਤੇ ਤੋਹਫ਼ੇ ਵੰਡੇ ਗਏ।: [769, 627, 890, 659]
child-portrait-illustration: [960, 122, 1009, 260]
mini-mag-col-4: [916, 1067, 1017, 1209]
side-note: ਸਪਲਾਈ ਪ੍ਰਣਾਲੀ ਮਜ਼ਬੂਤ ਹੋਣ ਨਾਲ ਸ਼ਹਿਰ ਦੀ ਜਲ ਸਪਲਾਈ ਵਿੱਚ ਵੀ ਸੁਧਾਰ ਆਵੇਗਾ।: [348, 772, 500, 793]
patanjali-col-1: [16, 1325, 138, 1445]
body-paragraph: ਇਸ ਮੌਕੇ ਮਹਿਲਾਵਾਂ ਨੇ ਯੋਗ ਦੇ ਮਹੱਤਵ ਬਾਰੇ ਵੀ ਵਿਚਾਰ ਸਾਂਝੇ ਕੀਤੇ ਅਤੇ ਸਾਰਿਆਂ ਨੂੰ ਰੋਜ਼ਾਨਾ ਯੋਗ ਕਰਨ ਦੀ ਅਪੀਲ ਕੀਤੀ।: [16, 1448, 132, 1479]
deputy-speaker-col-photo: [173, 492, 500, 644]
paper-title: ਪੈਗ਼ਾਮ-ਏ-ਜਗਤ: [886, 20, 960, 36]
bullet-item: ਧੀਆਂ ਹਰੇਕ ਖੇਤਰ ’ਚ ਕਰ ਰਹੀਆਂ ਹਨ ਦੇਸ਼ ਦਾ ਨਾਂਅ ਰੋਸ਼ਨ : ਲੋਕ ਸਭਾ ਮੈਂਬਰ ਡਾ. ਰਾਜ ਕੁਮਾਰ ਚੱਬੇਵਾਲ: [516, 468, 676, 501]
article-mla-interlock: [16, 699, 500, 981]
body-paragraph: ਪ੍ਰਸ਼ਾਦ ਵੰਡਿਆ ਗਿਆ ਅਤੇ ਸਾਰੀਆਂ ਮੈਂਬਰਾਂ ਨੇ ਇਕ-ਦੂਜੇ ਨੂੰ ਤਿਉਹਾਰ ਦੀਆਂ ਵਧਾਈਆਂ ਦਿੱਤੀਆਂ।: [138, 1448, 255, 1479]
photo-mini-magazine: [641, 1067, 801, 1209]
dateline: ਬਲੌਂਗੀ, 15 ਜਨਵਰੀ: [699, 1337, 757, 1347]
photo-caption: ਧੀਆਂ ਦੀ ਲੋਹੜੀ: [853, 544, 1016, 553]
dateline: ਪੈਗ਼ਾਮ-ਏ-ਜਗਤ: [552, 770, 598, 780]
article-stray-dogs: [516, 76, 946, 366]
article-patanjali-yoga: [16, 1257, 500, 1494]
body-paragraph: ਹੁਸ਼ਿਆਰਪੁਰ ਦੇ ਵਿਧਾਇਕ ਬ੍ਰਮ ਸ਼ੰਕਰ ਜਿੰਪਾ ਨੇ ਸੈਂਟਰਲ ਟਾਊਨ ਵਿਖੇ ਕਰੀਬ 30 ਲੱਖ ਰੁਪਏ ਦੀ ਲਾਗਤ ਨਾਲ ਬਣਨ ਵਾਲੀ ਇੰਟਰਲਾਕ ਸੜਕ ਦਾ ਨੀਂਹ ਪੱਥਰ ਰੱਖਿਆ।: [16, 862, 144, 904]
body-paragraph: ਮੈਂਬਰ ਅਤੇ ਪਾਨਕ ਸਮਾਜ ਉੱਥਾਨ ਸਭਾ ਹਰਿਆਣਾ ਦੇ ਸੂਬਾ ਪ੍ਰਧਾਨ ਸੁਨੀਲ ਇੰਦੋਰਾ ਨੇ ਕਿਹਾ ਕਿ ਸਰਕਾਰ ਨੇ ਅਨੁਸੂਚਿਤ ਜਾਤੀ ਦੇ ਕਿਸਾਨਾਂ ਨੂੰ ਵੀ ਵਿਸ਼ੇਸ਼ ਲਾਭ ਦਿੱਤਾ ਹੈ।: [16, 1194, 132, 1236]
body-paragraph: ਅਜੀਤ ਸਰਿੰਦ, ਚੰਡੀਗੜ੍ਹ ਮੋਹਾਲੀ ਵਿਖੇ ਮਿੰਨੀ ਪੱਤ੍ਰਿਕਾ ‘ਅਣੂ’ ਦਾ ਮਾਰਚ 2026 ਅੰਕ ਲੋਕ ਅਰਪਣ ਕੀਤਾ ਗਿਆ।: [516, 1092, 634, 1123]
body-paragraph: ਇਸ ਮੌਕੇ ਸੰਪਾਦਕ ਨੇ ਕਿਹਾ ਕਿ ਪੱਤ੍ਰਿਕਾ ਵਿੱਚ ਨਵੇਂ ਲੇਖਕਾਂ ਨੂੰ ਵਿਸ਼ੇਸ਼ ਥਾਂ ਦਿੱਤੀ ਗਈ ਹੈ ਅਤੇ ਕਈ ਮਿਆਰੀ ਰਚਨਾਵਾਂ ਸ਼ਾਮਲ ਕੀਤੀਆਂ ਗਈਆਂ ਹਨ।: [769, 1211, 890, 1254]
road-safety-subcolumns: [151, 282, 500, 327]
photo-mla-interlock: [151, 773, 341, 895]
bottom-right-row: [516, 1312, 1016, 1546]
dateline-sub: ਰਤੀਆ, 15 ਜਨਵਰੀ (ਐਡਵੋਕੇਟ ਗੁਰਪ੍ਰੀਤ ਸਿੰਘ ਮੱਲ੍ਹੀ): [31, 1080, 123, 1101]
photo-row-2: [683, 558, 1016, 624]
deputy-speaker-columns: [16, 492, 500, 644]
birthday-card: [953, 76, 1016, 366]
names-list: ਸ਼ਾਮ ਸਿੰਘ ਜਿੱਲ, ਡਾ. ਹਰਬੰਸ ਸਿੰਘ ਧੀਮਾਨ, ਡਾ. ਹਰਜੀਤ ਸਿੰਘ, ਡਾ. ਗੁਰਮੇਲ ਸਿੰਘ, ਨਾਹਰ ਸਿੰਘ ਗਹੁਣੀਵਾਲ, ਮਦਨ ਵੀਰਾ, ਸ਼ਰਨਜੀਤ, ਕਰਮ ਸਿੰਘ ਵਕੀਲ, ਡਾ. ਸ਼ਿਆਮ ਸੁੰਦਰ ਦੀਪਤੀ, ਜਗਦੀਸ਼ ਰਾਏ ਕੁਲਰੀਆਂ, ਸ਼ਿਆਮ ਸੁੰਦਰ ਅਗਰਵਾਲ, ਕਰਨੈਲ ਸਿੰਘ ਸੋਮਲ, ਹਰਭਜਨ ਸਿੰਘ ਖੇਮਕਰਨੀ, ਸੁਰਿੰਦਰ ਕੈਲੇ ਅਤੇ ਬਹੁਤ ਸਾਰੇ ਲੇਖਕ ਹਾਜ਼ਰ ਸਨ।: [915, 1066, 1016, 1173]
photo-illustration: [152, 149, 499, 277]
body-paragraph: ਡਿਪਟੀ ਕਮਿਸ਼ਨਰ ਆਸ਼ਿਕਾ ਜੈਨ ਨੇ ਕਿਹਾ ਕਿ ਜ਼ਿਲ੍ਹਾ ਪ੍ਰਸ਼ਾਸਨ ਧੀਆਂ ਦੇ ਅਧਿਕਾਰਾਂ, ਸੁਰੱਖਿਆ ਅਤੇ ਸਸ਼ਕਤੀਕਰਨ ਲਈ ਪੂਰੀ ਤਰ੍ਹਾਂ ਵਚਨਬੱਧ ਹੈ।: [642, 673, 763, 715]
dateline: ਪੈਗ਼ਾਮ-ਏ-ਜਗਤ: [568, 1419, 614, 1429]
article-deputy-speaker: [16, 392, 500, 693]
dateline: ਪੈਗ਼ਾਮ-ਏ-ਜਗਤ: [54, 1067, 100, 1077]
body-paragraph: ਪੰਜਾਬ ਵਿਧਾਨ ਸਭਾ ਦੇ ਡਿਪਟੀ ਸਪੀਕਰ ਵੱਲੋਂ ਅੱਜ ਮੀਨਾਰ-ਏ-ਬੇਗਮਪੁਰਾ ਤੋਂ ਤਪ ਅਸਥਾਨ ਤੱਕ ਜਾਣ ਵਾਲੇ ਨਵੇਂ ਪੁਲ ਦਾ ਨੀਂਹ ਪੱਥਰ ਰੱਖਿਆ ਗਿਆ।: [16, 517, 166, 549]
makar-col-1: [516, 771, 634, 923]
photo-road-safety: [151, 148, 500, 278]
masthead: [16, 0, 1008, 62]
body-paragraph: ਰਹੀ ਹੈ। ਡਿਪਟੀ ਕਮਿਸ਼ਨਰ ਦੀਆਂ ਹਦਾਇਤਾਂ ’ਤੇ ਜ਼ਿਲ੍ਹਾ ਪੁਲਿਸ ਅਤੇ ਟਰਾਂਸਪੋਰਟ ਵਿਭਾਗ ਵੱਲੋਂ ਸਾਂਝੇ ਤੌਰ ’ਤੇ ਵੱਖ-ਵੱਖ ਥਾਵਾਂ ’ਤੇ ਜਾਗਰੂਕਤਾ ਕੈਂਪ ਲਗਾਏ ਜਾ ਰਹੇ ਹਨ।: [138, 330, 255, 383]
body-paragraph: ਬਲੌਂਗੀ ਖੇਤਰ ਵਿੱਚ ਸ਼ਾਮਲਾਟ ਜ਼ਮੀਨ ਉੱਤੇ ਲਗਾਤਾਰ ਵੱਧ ਰਹੇ ਨਾਜਾਇਜ਼ ਕਬਜ਼ਿਆਂ ਨੂੰ ਲੈ ਕੇ ਇਲਾਕਾ ਨਿਵਾਸੀਆਂ ਨੇ ਚਿੰਤਾ ਪ੍ਰਗਟ ਕੀਤੀ ਹੈ।: [673, 1362, 783, 1405]
photo-caption: ਇੰਟਰਲਾਕ ਸੜਕ ਦਾ ਨੀਂਹ ਪੱਥਰ ਰੱਖਦੇ ਹੋਏ ਵਿਧਾਇਕ ਜਿੰਪਾ।: [152, 885, 340, 894]
makar-sankranti-columns: [516, 771, 1016, 923]
modi-farmers-col-1: [16, 1068, 138, 1192]
names-list: ਰਾਣਾ, ਅਰਵਿੰਦ ਰਾਣਾ, ਨਿਰਮਲ ਧੀਮਾਨ, ਕੇਸ਼ਵ ਧੀਮਾਨ, ਰੋਹਿਤ ਧੀਮਾਨ, ਵਿਨੋਦ ਸ਼ਰਮਾ, ਬੀਰਬਲ ਸਿੰਘ, ਕਰਮ ਚੰਦ, ਸੁਭਾਸ਼ ਚੰਦਰ, ਰੋਹਿਤ ਧੀਮਾਨ, ਕਮਲ ਕੁਮਾਰ, ਅਸ਼ੋਕ ਧੀਮਾਨ, ਅੰਸ਼ੁਲ ਸ਼ਰਮਾ, ਸਮੀਰ ਸ਼ਰਮਾ, ਮਨਜਿੰਦਰ ਸਿੰਘ, ਸਨੀ ਕੁਮਾਰ, ਰੋਹਨ ਧੀਮਾਨ, ਸਮਿਤ, ਨਵਜੋਤ ਧੀਮਾਨ, ਸੁਭਾਸ਼ ਚੰਦ, ਅਮੁਤ ਰਾਣਾ, ਸੋਨੀ ਰਾਣਾ ਅਤੇ ਹੋਰ ਹਾਜ਼ਰ ਸਨ।: [896, 925, 1016, 1011]
mata-body-and-photo: [516, 1445, 666, 1546]
photo-illustration: [146, 1069, 384, 1191]
body-paragraph: ਇਸ ਮੌਕੇ ਸਿੰਘ, ਰਣਧੀਰ ਸਿੰਘ ਮੱਲ੍ਹੀਆ, ਕਰਨ ਸਿੰਘ, ਜਸਬਿੰਦਰ ਸਿੰਘ ਅਤੇ ਹੋਰ ਹਾਜ਼ਰ ਸਨ।: [384, 1194, 500, 1226]
photo-lohri-banner: [852, 452, 1017, 554]
right-column-group: [516, 76, 1016, 1546]
photo-illustration: [146, 1326, 384, 1444]
body-paragraph: ਵਿਧਾਇਕ ਜਿੰਪਾ ਨੇ ਅਧਿਕਾਰੀਆਂ ਨੂੰ ਨਿਰਦੇਸ਼ ਦਿੱਤੇ ਕਿ ਸੜਕ ਦਾ ਕੰਮ ਤੈਅ ਸਮੇਂ ਅੰਦਰ ਅਤੇ ਉੱਚ ਗੁਣਵੱਤਾ ਨਾਲ ਮੁਕੰਮਲ ਕੀਤਾ ਜਾਵੇ।: [348, 796, 500, 827]
body-paragraph: ਵਿਦਿਅਕ ਖੇਤਰਾਂ, ਬੱਸ ਅੱਡਿਆਂ ਅਤੇ ਭੀੜ-ਭੜੱਕੇ ਵਾਲੀਆਂ ਥਾਵਾਂ ’ਤੇ ਵਿਸ਼ੇਸ਼ ਕੈਂਪ ਲਗਾ ਕੇ ਲੋਕਾਂ ਨੂੰ ਜਾਗਰੂਕ ਕੀਤਾ ਗਿਆ।: [384, 330, 500, 361]
headline-patanjali-yoga: ਮਹਿਲਾ ਪਤੰਜਲੀ ਯੋਗ ਕਮੇਟੀ ਨੇ ਮਕਰ ਸੰਕ੍ਰਾਂਤੀ ਨੂੰ ਹਵਨ-ਯੱਗ ਨਾਲ ਮਨਾਇਆ: [16, 1257, 500, 1320]
bullet-item: ਤੈਅ ਸਮੇਂ ਅੰਦਰ ਉੱਚ ਗੁਣਵੱਤਾ ਨਾਲ ਸੜਕ ਨਿਰਮਾਣ ਦੇ ਦਿੱਤੇ ਨਿਰਦੇਸ਼: [21, 805, 138, 827]
photo-caption: ਮਿੰਨੀ ਪੱਤ੍ਰਿਕਾ ਦਾ ਅੰਕ ਲੋਕ ਅਰਪਣ ਕਰਦੇ ਹੋਏ।: [642, 1199, 800, 1208]
patanjali-yoga-columns: [16, 1325, 500, 1445]
photo-caption: ਕਿਸਾਨਾਂ ਨਾਲ ਵਿਚਾਰ ਸਾਂਝੇ ਕਰਦੇ ਹੋਏ ਸੁਨੀਲ ਇੰਦੋਰਾ।: [146, 1182, 384, 1191]
dateline: ਐਸ.ਏ.ਐਸ. ਨਗਰ, 15 ਜਨਵਰੀ: [684, 134, 778, 144]
edition-titles: ਹੁਸ਼ਿਆਰਪੁਰ/ਐਸ.ਏ.ਐਸ. ਨਗਰ/ਗੜ੍ਹਸ਼ੰਕਰ/ਰਤੀਆ/ਚੰਡੀਗੜ੍ਹ/ਬਲੌਂਗੀ: [181, 20, 799, 49]
page-number: 3: [20, 20, 33, 49]
body-paragraph: ਮਹਿਲਾ ਪਤੰਜਲੀ ਯੋਗ ਕਮੇਟੀ ਵੱਲੋਂ ਮਕਰ ਸੰਕ੍ਰਾਂਤੀ ਦੇ ਸ਼ੁਭ ਮੌਕੇ ’ਤੇ ਹਵਨ-ਯੱਗ ਕਰਵਾਇਆ ਗਿਆ ਅਤੇ ਦੇਸ਼ ਦੀ ਖ਼ੁਸ਼ਹਾਲੀ ਦੀ ਕਾਮਨਾ ਕੀਤੀ ਗਈ।: [16, 1361, 138, 1403]
dateline: ਪੈਗ਼ਾਮ-ਏ-ਜਗਤ: [573, 540, 619, 550]
body-paragraph: ਇਸ ਮੌਕੇ ਹੈਲਮੇਟ ਅਤੇ ਸੀਟ ਬੈਲਟ ਦੀ ਵਰਤੋਂ, ਓਵਰ-ਸਪੀਡਿੰਗ ਤੋਂ ਬਚਾਅ ਅਤੇ ਟ੍ਰੈਫਿਕ ਨਿਯਮਾਂ ਦੀ ਪਾਲਣਾ ਬਾਰੇ ਵਿਸਥਾਰ ਨਾਲ ਦੱਸਿਆ ਗਿਆ।: [261, 330, 378, 372]
